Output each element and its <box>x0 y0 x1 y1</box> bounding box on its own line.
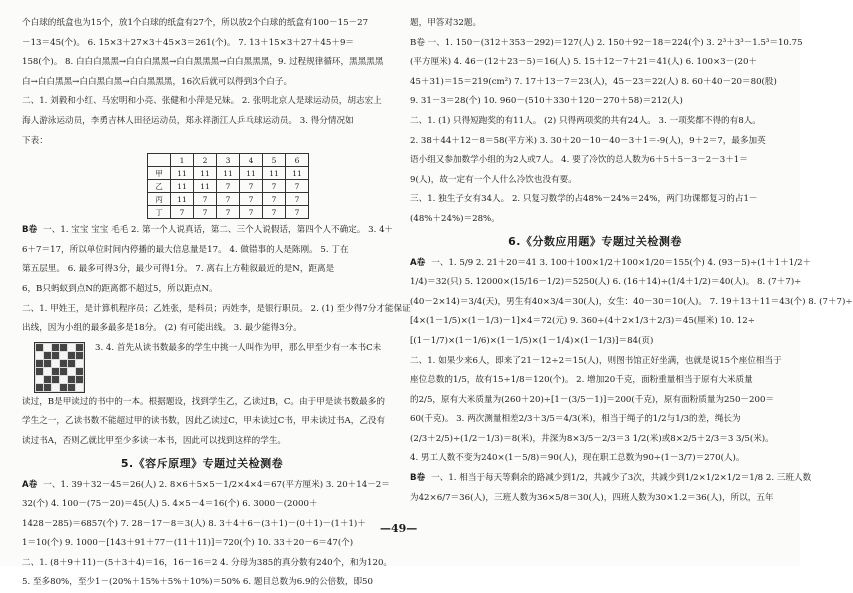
table-cell: 7 <box>240 193 263 206</box>
table-cell: 7 <box>286 206 309 219</box>
grid-cell <box>36 376 43 383</box>
grid-cell <box>44 344 51 351</box>
page-number: —49— <box>380 522 417 535</box>
table-header-row <box>148 154 309 167</box>
text-line: 二、1. 甲姓王，是计算机程序员；乙姓张，是科员；丙姓李，是银行职员。 2. (1) 至少得7分才能保证 <box>22 300 382 320</box>
grid-cell <box>76 368 83 375</box>
grid-cell <box>44 368 51 375</box>
table-cell: 3 <box>217 154 240 167</box>
table-cell: 7 <box>194 206 217 219</box>
text-span: 一、1. 相当于每天等剩余的路减少到1/2，共减少了3次，共减少到1/2×1/2×1/2＝1/8 2. 三班人数 <box>431 473 811 483</box>
table-cell: 7 <box>263 180 286 193</box>
grid-cell <box>68 368 75 375</box>
grid-cell <box>44 376 51 383</box>
grid-cell <box>36 344 43 351</box>
table-cell: 乙 <box>148 180 171 193</box>
grid-cell <box>76 384 83 391</box>
text-line: －13＝45(个)。 6. 15×3＋27×3＋45×3＝261(个)。 7. 13＋15×3＋27＋45＋9＝ <box>22 34 382 54</box>
table-cell: 7 <box>217 193 240 206</box>
grid-cell <box>52 344 59 351</box>
text-line <box>22 476 382 496</box>
table-cell: 11 <box>171 193 194 206</box>
section-5-title: 5.《容斥原理》专题过关检测卷 <box>22 452 382 476</box>
table-row <box>148 167 309 180</box>
grid-cell <box>76 360 83 367</box>
text-line: 读过书A，否则乙就比甲至少多读一本书，因此可以找到这样的学生。 <box>22 432 382 452</box>
text-line <box>410 254 780 274</box>
grid-cell <box>60 360 67 367</box>
right-b-block <box>410 469 780 508</box>
text-line: 32(个) 4. 100－(75－20)＝45(人) 5. 4×5－4＝16(个) 6. 3000－(2000＋ <box>22 495 382 515</box>
grid-cell <box>68 360 75 367</box>
table-cell: 7 <box>217 180 240 193</box>
text-line: 5. 至多80%，至少1－(20%＋15%＋5%＋10%)＝50% 6. 题目总数为6.9的公倍数，即50 <box>22 573 382 593</box>
text-line <box>22 221 382 241</box>
text-line: 6＋7＝17，所以单位时间内停播的最大信息量是17。 4. 做错事的人是陈刚。 5. 丁在 <box>22 241 382 261</box>
grid-cell <box>52 352 59 359</box>
text-line: 下表： <box>22 132 382 152</box>
grid-cell <box>60 376 67 383</box>
table-cell: 11 <box>194 180 217 193</box>
table-cell: 丙 <box>148 193 171 206</box>
grid-figure <box>34 342 85 393</box>
text-line: (48%＋24%)＝28%。 <box>410 210 780 230</box>
left-a-block <box>22 476 382 593</box>
table-cell: 7 <box>217 206 240 219</box>
text-line: 2. 38＋44＋12－8＝58(平方米) 3. 30＋20－10－40－3＋1＝-9(人)，9＋2＝7，最多加英 <box>410 132 780 152</box>
grid-cell <box>44 360 51 367</box>
table-cell: 11 <box>286 167 309 180</box>
text-line: (2/3＋2/5)÷(1/2－1/3)＝8(米)，井深为8×3/5－2/3＝3 1/2(米)或8×2/5＋2/3＝3 3/5(米)。 <box>410 430 780 450</box>
section-6-title: 6.《分数应用题》专题过关检测卷 <box>410 230 780 254</box>
section-a-label: A卷 <box>410 258 425 268</box>
text-line: 个白球的纸盒也为15个，放1个白球的纸盒有27个，所以放2个白球的纸盒有100－15－27 <box>22 14 382 34</box>
text-line: B卷 一、1. 150－(312＋353－292)＝127(人) 2. 150＋92－18＝224(个) 3. 2³＋3³－1.5³＝10.75 <box>410 34 780 54</box>
table-cell: 2 <box>194 154 217 167</box>
grid-cell <box>68 376 75 383</box>
text-line <box>410 469 780 489</box>
grid-cell <box>68 344 75 351</box>
table-cell: 4 <box>240 154 263 167</box>
table-cell: 7 <box>171 206 194 219</box>
left-top-block <box>22 14 382 151</box>
text-span: 一、1. 5/9 2. 21＋20＝41 3. 100＋100×1/2＋100×1/20＝155(个) 4. (93－5)÷(1＋1＋1/2＋ <box>431 258 811 268</box>
section-a-label: A卷 <box>22 480 37 490</box>
left-b-block <box>22 221 382 339</box>
grid-cell <box>60 384 67 391</box>
grid-cell <box>52 376 59 383</box>
grid-cell <box>52 360 59 367</box>
right-column <box>410 14 780 508</box>
text-line: 1＝10(个) 9. 1000－[143＋91＋77－(11＋11)]＝720(个) 10. 33＋20－6＝47(个) <box>22 534 382 554</box>
text-line: [(1－1/7)×(1－1/6)×(1－1/5)×(1－1/4)×(1－1/3)]＝84(页) <box>410 332 780 352</box>
grid-cell <box>44 352 51 359</box>
text-line: (平方厘米) 4. 46－(12＋23－5)＝16(人) 5. 15＋12－7＋21＝41(人) 6. 100×3－(20＋ <box>410 53 780 73</box>
grid-cell <box>68 352 75 359</box>
text-span: 一、1. 宝宝 宝宝 毛毛 2. 第一个人说真话，第二、三个人说假话，第四个人不确定。 3. 4＋ <box>43 225 393 235</box>
text-span: 一、1. 39＋32－45＝26(人) 2. 8×6＋5×5－1/2×4×4＝67(平方厘米) 3. 20＋14－2＝ <box>43 480 390 490</box>
text-line: 出线，因为小组的最多最多是18分。 (2) 有可能出线。 3. 最少能得3分。 <box>22 319 382 339</box>
grid-cell <box>36 352 43 359</box>
table-cell: 11 <box>171 167 194 180</box>
text-line: 白→白白黑黑→白白黑白黑→白白黑黑黑，16次后就可以得到3个白子。 <box>22 73 382 93</box>
table-cell: 11 <box>263 167 286 180</box>
table-cell: 11 <box>240 167 263 180</box>
text-line: 为42×6/7＝36(人)，三班人数为36×5/8＝30(人)，四班人数为30×1.2＝36(人)，所以，五年 <box>410 489 780 509</box>
text-line: 读过，B是甲读过的书中的一本。根据题设，找到学生乙，乙读过B，C。由于甲是读书数最多的 <box>22 393 382 413</box>
table-cell: 甲 <box>148 167 171 180</box>
text-line: 二、1. 刘毅和小红、马宏明和小亮、张健和小萍是兄妹。 2. 张明北京人是球运动员，胡志宏上 <box>22 92 382 112</box>
grid-cell <box>36 384 43 391</box>
text-line: [4×(1－1/5)×(1－1/3)－1]×4＝72(元) 9. 360÷(4＋2×1/3＋2/3)＝45(厘米) 10. 12÷ <box>410 312 780 332</box>
table-cell: 7 <box>194 193 217 206</box>
section-b-label: B卷 <box>22 225 37 235</box>
table-cell: 5 <box>263 154 286 167</box>
table-row <box>148 180 309 193</box>
figure-row <box>22 339 382 393</box>
text-line: 1428－285)＝6857(个) 7. 28－17－8＝3(人) 8. 3＋4＋6－(3＋1)－(0＋1)－(1＋1)＋ <box>22 515 382 535</box>
table-cell: 7 <box>286 180 309 193</box>
text-line: 9(人)，故一定有一个人什么冷饮也没有要。 <box>410 171 780 191</box>
text-line: 60(千克)。 3. 两次测量相差2/3＋3/5＝4/3(米)，相当于绳子的1/2与1/3的差，绳长为 <box>410 410 780 430</box>
table-cell: 11 <box>194 167 217 180</box>
grid-cell <box>52 368 59 375</box>
grid-cell <box>52 384 59 391</box>
left-column <box>22 14 382 593</box>
grid-cell <box>76 352 83 359</box>
section-b-label: B卷 <box>410 473 425 483</box>
text-line: 3. 4. 首先从读书数最多的学生中挑一人叫作为甲，那么甲至少有一本书C未 <box>95 339 382 359</box>
grid-cell <box>60 352 67 359</box>
table-cell: 7 <box>240 206 263 219</box>
right-top-block <box>410 14 780 230</box>
right-a-block <box>410 254 780 470</box>
table-cell: 7 <box>263 206 286 219</box>
text-line: 语小组又参加数学小组的为2人或7人。 4. 要了冷饮的总人数为6＋5＋5－3－2－3＋1＝ <box>410 151 780 171</box>
table-cell: 7 <box>240 180 263 193</box>
text-line: 6，B只蚂蚁到点N的距离都不超过5，所以距点N。 <box>22 280 382 300</box>
text-line: 海人游泳运动员，李勇吉林人田径运动员，郑永祥浙江人乒乓球运动员。 3. 得分情况如 <box>22 112 382 132</box>
table-cell: 11 <box>217 167 240 180</box>
text-line: 158(个)。 8. 白白白黑黑→白白白黑黑→白白黑黑黑→白白黑黑黑，9. 过程规律循环，黑黑黑黑 <box>22 53 382 73</box>
text-line: 二、1. 如果少来6人，即来了21－12÷2＝15(人)，则图书馆正好坐满，也就是说15个座位相当于 <box>410 352 780 372</box>
grid-cell <box>60 368 67 375</box>
table-cell: 7 <box>286 193 309 206</box>
table-cell <box>148 154 171 167</box>
text-line: 的2/5，原有大米质量为(260＋20)÷[1－(3/5－1)]＝200(千克)，原有面粉质量为250－200＝ <box>410 391 780 411</box>
text-line: 第五层里。 6. 最多可得3分，最少可得1分。 7. 离右上方鞋叙最近的是N，距离是 <box>22 260 382 280</box>
grid-cell <box>60 344 67 351</box>
text-line: 座位总数的1/5，故有15÷1/8＝120(个)。 2. 增加20千克，面粉重量相当于原有大米质量 <box>410 371 780 391</box>
grid-cell <box>76 376 83 383</box>
text-line: 二、1. (8＋9＋11)－(5＋3＋4)＝16，16－16＝2 4. 分母为385的真分数有240个，和为120。 <box>22 554 382 574</box>
score-table <box>147 153 309 219</box>
table-row <box>148 206 309 219</box>
text-line: 1/4)＝32(只) 5. 12000×(15/16－1/2)＝5250(人) 6. (16＋14)÷(1/4＋1/2)＝40(人)。 8. (7＋7)÷ <box>410 273 780 293</box>
grid-cell <box>44 384 51 391</box>
grid-cell <box>76 344 83 351</box>
table-cell: 7 <box>263 193 286 206</box>
text-line: 题，甲答对32题。 <box>410 14 780 34</box>
text-line: 学生之一，乙读书数不能超过甲的读书数，因此乙读过C，甲未读过C书，甲未读过书A，乙没有 <box>22 412 382 432</box>
table-cell: 6 <box>286 154 309 167</box>
text-line: 45＋31)＝15＝219(cm²) 7. 17＋13－7＝23(人)，45－23＝22(人) 8. 60＋40－20＝80(股) <box>410 73 780 93</box>
table-cell: 1 <box>171 154 194 167</box>
text-line: 三、1. 独生子女有34人。 2. 只复习数学的占48%－24%＝24%，两门功课都复习的占1－ <box>410 190 780 210</box>
grid-cell <box>36 360 43 367</box>
text-line: 二、1. (1) 只得短跑奖的有11人。 (2) 只得两项奖的共有24人。 3. 一项奖都不得的有8人。 <box>410 112 780 132</box>
text-line: 9. 31－3＝28(个) 10. 960－(510＋330＋120－270＋58)＝212(人) <box>410 92 780 112</box>
table-cell: 11 <box>171 180 194 193</box>
grid-cell <box>68 384 75 391</box>
text-line: 4. 男工人数不变为240×(1－5/8)＝90(人)，现在职工总数为90÷(1－3/7)＝270(人)。 <box>410 449 780 469</box>
grid-cell <box>36 368 43 375</box>
text-line: (40－2×14)＝3/4(天)，男生有40×3/4＝30(人)，女生：40－30＝10(人)。 7. 19＋13＋11＝43(个) 8. (7＋7)÷ <box>410 293 780 313</box>
table-cell: 丁 <box>148 206 171 219</box>
table-row <box>148 193 309 206</box>
